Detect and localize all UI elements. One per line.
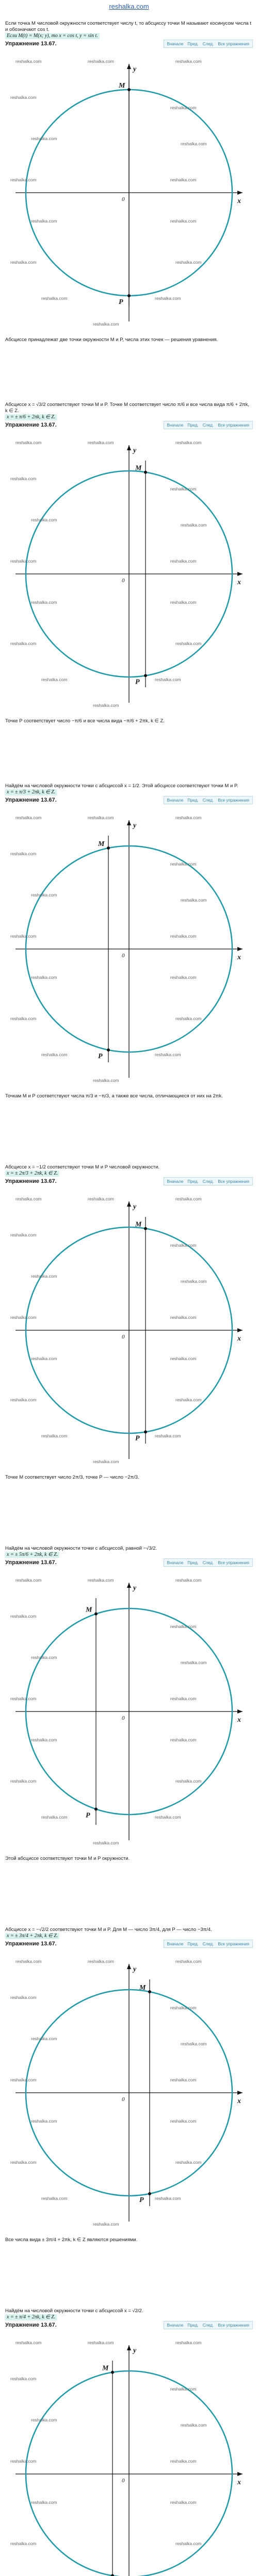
x-axis-label: x (237, 2097, 241, 2105)
nav-next-button[interactable]: След. (202, 2323, 214, 2328)
watermark: reshalka.com (10, 2459, 37, 2464)
watermark: reshalka.com (175, 59, 202, 64)
watermark: reshalka.com (88, 1578, 114, 1583)
point-m (107, 846, 110, 850)
point-p (94, 1807, 98, 1810)
explanation-text: Абсциссе x = √3/2 соответствуют точки M и P. Точке M соответствует число π/6 и все числа вида π/6 + 2πk, k ∈ Z. (5, 402, 249, 414)
exercise-nav (164, 1940, 253, 1948)
watermark: reshalka.com (93, 1840, 119, 1845)
explanation-text: Этой абсциссе соответствуют точки M и P окружности. (5, 1856, 130, 1861)
watermark: reshalka.com (10, 95, 37, 100)
site-title-link[interactable]: reshalka.com (109, 3, 149, 10)
watermark: reshalka.com (93, 703, 119, 708)
y-axis-label: y (133, 2347, 137, 2354)
watermark: reshalka.com (93, 2222, 119, 2227)
watermark: reshalka.com (88, 1959, 114, 1964)
x-arrow-icon (237, 572, 243, 576)
watermark: reshalka.com (41, 1052, 68, 1057)
point-m-label: M (119, 82, 125, 90)
exercise-nav (164, 40, 253, 48)
origin-label: 0 (122, 1715, 125, 1721)
watermark: reshalka.com (41, 2196, 68, 2201)
watermark: reshalka.com (170, 2500, 197, 2505)
watermark: reshalka.com (31, 1737, 57, 1742)
nav-next-button[interactable]: След. (202, 41, 214, 46)
nav-next-button[interactable]: След. (202, 1179, 214, 1184)
watermark: reshalka.com (175, 1778, 202, 1784)
watermark: reshalka.com (175, 1578, 202, 1583)
y-arrow-icon (127, 445, 131, 450)
watermark: reshalka.com (170, 975, 197, 980)
y-arrow-icon (127, 2345, 131, 2350)
nav-all-button[interactable]: Все упражнения (218, 1560, 249, 1565)
watermark: reshalka.com (170, 861, 197, 867)
point-p (144, 1430, 147, 1433)
exercise-nav (164, 796, 253, 804)
watermark: reshalka.com (10, 2160, 37, 2165)
solution-section (0, 1546, 258, 1927)
nav-all-button[interactable]: Все упражнения (218, 1179, 249, 1184)
watermark: reshalka.com (15, 440, 42, 445)
point-m-label: M (98, 840, 105, 849)
watermark: reshalka.com (181, 2041, 207, 2046)
watermark: reshalka.com (170, 558, 197, 564)
watermark: reshalka.com (10, 1315, 37, 1320)
exercise-title: Упражнение 13.67. (5, 797, 57, 803)
watermark: reshalka.com (15, 1578, 42, 1583)
y-axis-label: y (133, 1965, 137, 1973)
watermark: reshalka.com (155, 677, 181, 682)
watermark: reshalka.com (10, 177, 37, 182)
nav-start-button[interactable]: Вначале (167, 422, 184, 428)
watermark: reshalka.com (10, 558, 37, 564)
watermark: reshalka.com (31, 1655, 57, 1660)
watermark: reshalka.com (88, 59, 114, 64)
nav-next-button[interactable]: След. (202, 1560, 214, 1565)
watermark: reshalka.com (41, 296, 68, 301)
solution-section (0, 1927, 258, 2308)
exercise-header (5, 795, 253, 805)
watermark: reshalka.com (155, 2196, 181, 2201)
exercise-nav (164, 1177, 253, 1185)
answer-formula: x = ± π/4 + 2πk, k ∈ Z. (5, 2314, 57, 2320)
watermark: reshalka.com (181, 1660, 207, 1665)
answer-formula: Если M(t) = M(x; y), то x = cos t, y = sin t. (5, 33, 100, 39)
watermark: reshalka.com (175, 1196, 202, 1201)
nav-prev-button[interactable]: Пред. (187, 1179, 199, 1184)
watermark: reshalka.com (181, 522, 207, 528)
watermark: reshalka.com (10, 260, 37, 265)
y-axis-label: y (133, 1203, 137, 1211)
nav-start-button[interactable]: Вначале (167, 41, 184, 46)
explanation-text: Точке M соответствует число 2π/3, точке P — число −2π/3. (5, 1475, 139, 1480)
point-m-label: M (135, 1221, 142, 1229)
watermark: reshalka.com (31, 218, 57, 224)
watermark: reshalka.com (15, 815, 42, 820)
nav-prev-button[interactable]: Пред. (187, 798, 199, 803)
circle-svg (0, 1948, 258, 2237)
watermark: reshalka.com (31, 2119, 57, 2124)
point-p-label: P (135, 678, 140, 686)
exercise-title: Упражнение 13.67. (5, 2322, 57, 2328)
watermark: reshalka.com (175, 2160, 202, 2165)
exercise-nav (164, 2321, 253, 2329)
circle-svg (0, 48, 258, 337)
watermark: reshalka.com (175, 1397, 202, 1402)
nav-prev-button[interactable]: Пред. (187, 2323, 199, 2328)
unit-circle-graph (0, 48, 258, 337)
explanation-text: Найдём на числовой окружности точки с абсциссой x = 1/2. Этой абсциссе соответствуют точки M и P. (5, 783, 238, 789)
origin-label: 0 (122, 578, 125, 584)
watermark: reshalka.com (155, 1433, 181, 1438)
watermark: reshalka.com (88, 815, 114, 820)
origin-label: 0 (122, 2478, 125, 2484)
solution-section (0, 402, 258, 783)
explanation-text: Найдём на числовой окружности точки с абсциссой x = √2/2. (5, 2308, 143, 2314)
watermark: reshalka.com (170, 2119, 197, 2124)
nav-next-button[interactable]: След. (202, 422, 214, 428)
watermark: reshalka.com (31, 2500, 57, 2505)
explanation-text: Точке P соответствует число −π/6 и все числа вида −π/6 + 2πk, k ∈ Z. (5, 718, 165, 724)
watermark: reshalka.com (175, 260, 202, 265)
watermark: reshalka.com (181, 897, 207, 903)
watermark: reshalka.com (88, 440, 114, 445)
watermark: reshalka.com (170, 2077, 197, 2082)
explanation-text: Найдём на числовой окружности точки с абсциссой, равной −√3/2. (5, 1546, 157, 1551)
watermark: reshalka.com (15, 1959, 42, 1964)
x-axis-label: x (237, 1716, 241, 1724)
watermark: reshalka.com (170, 1737, 197, 1742)
watermark: reshalka.com (10, 1614, 37, 1619)
explanation-text: Абсциссе x = −1/2 соответствуют точки M и P числовой окружности. (5, 1164, 160, 1170)
site-header (0, 0, 258, 18)
watermark: reshalka.com (170, 1356, 197, 1361)
y-axis-label: y (133, 822, 137, 829)
watermark: reshalka.com (10, 1995, 37, 2000)
exercise-title: Упражнение 13.67. (5, 1178, 57, 1184)
nav-all-button[interactable]: Все упражнения (218, 41, 249, 46)
watermark: reshalka.com (170, 105, 197, 110)
point-m-label: M (86, 1606, 92, 1614)
watermark: reshalka.com (10, 1778, 37, 1784)
y-arrow-icon (127, 64, 131, 69)
explanation-text: Абсциссе x = −√2/2 соответствуют точки M и P. Для M — число 3π/4, для P — число −3π/4. (5, 1927, 212, 1933)
exercise-title: Упражнение 13.67. (5, 41, 57, 47)
exercise-title: Упражнение 13.67. (5, 422, 57, 428)
watermark: reshalka.com (175, 641, 202, 646)
watermark: reshalka.com (155, 1052, 181, 1057)
watermark: reshalka.com (10, 1016, 37, 1021)
circle-svg (0, 2330, 258, 2576)
nav-all-button[interactable]: Все упражнения (218, 798, 249, 803)
watermark: reshalka.com (170, 218, 197, 224)
explanation-text: Точкам M и P соответствуют числа π/3 и −π/3, а также все числа, отличающиеся от них на 2πk. (5, 1093, 223, 1099)
watermark: reshalka.com (175, 815, 202, 820)
watermark: reshalka.com (31, 975, 57, 980)
watermark: reshalka.com (175, 1016, 202, 1021)
nav-start-button[interactable]: Вначале (167, 2323, 184, 2328)
watermark: reshalka.com (10, 2541, 37, 2546)
watermark: reshalka.com (93, 1078, 119, 1083)
watermark: reshalka.com (170, 600, 197, 605)
watermark: reshalka.com (31, 892, 57, 897)
point-m-label: M (135, 464, 142, 472)
answer-formula: x = ± π/6 + 2πk, k ∈ Z. (5, 414, 57, 420)
unit-circle-graph (0, 1567, 258, 1856)
watermark: reshalka.com (155, 1815, 181, 1820)
nav-prev-button[interactable]: Пред. (187, 1941, 199, 1946)
explanation-text: Все числа вида ± 3π/4 + 2πk, k ∈ Z являются решениями. (5, 2237, 138, 2243)
x-axis-label: x (237, 1335, 241, 1343)
x-arrow-icon (237, 1328, 243, 1332)
y-axis-label: y (133, 447, 137, 454)
watermark: reshalka.com (175, 440, 202, 445)
unit-circle-graph (0, 805, 258, 1093)
watermark: reshalka.com (31, 1274, 57, 1279)
unit-circle-graph (0, 1186, 258, 1475)
watermark: reshalka.com (10, 2077, 37, 2082)
watermark: reshalka.com (31, 136, 57, 141)
watermark: reshalka.com (170, 2005, 197, 2010)
nav-all-button[interactable]: Все упражнения (218, 2323, 249, 2328)
watermark: reshalka.com (41, 1433, 68, 1438)
watermark: reshalka.com (170, 486, 197, 492)
x-arrow-icon (237, 191, 243, 195)
watermark: reshalka.com (31, 1356, 57, 1361)
point-m (148, 1990, 151, 1993)
circle-svg (0, 1186, 258, 1475)
watermark: reshalka.com (31, 517, 57, 522)
exercise-header (5, 1177, 253, 1186)
watermark: reshalka.com (41, 1815, 68, 1820)
origin-label: 0 (122, 196, 125, 202)
y-arrow-icon (127, 1964, 131, 1969)
watermark: reshalka.com (10, 641, 37, 646)
exercise-title: Упражнение 13.67. (5, 1941, 57, 1947)
watermark: reshalka.com (175, 1959, 202, 1964)
nav-start-button[interactable]: Вначале (167, 1560, 184, 1565)
watermark: reshalka.com (10, 1232, 37, 1238)
nav-prev-button[interactable]: Пред. (187, 1560, 199, 1565)
x-arrow-icon (237, 2091, 243, 2095)
watermark: reshalka.com (31, 2036, 57, 2041)
watermark: reshalka.com (170, 1696, 197, 1701)
watermark: reshalka.com (31, 2417, 57, 2422)
answer-formula: x = ± 2π/3 + 2πk, k ∈ Z. (5, 1171, 59, 1177)
y-axis-label: y (133, 65, 137, 73)
watermark: reshalka.com (10, 2376, 37, 2381)
watermark: reshalka.com (10, 476, 37, 481)
origin-label: 0 (122, 1334, 125, 1340)
solution-section (0, 2308, 258, 2576)
watermark: reshalka.com (15, 59, 42, 64)
watermark: reshalka.com (175, 2340, 202, 2345)
point-p-label: P (98, 1052, 103, 1060)
nav-all-button[interactable]: Все упражнения (218, 422, 249, 428)
x-arrow-icon (237, 1709, 243, 1714)
exercise-header (5, 420, 253, 430)
nav-next-button[interactable]: След. (202, 798, 214, 803)
watermark: reshalka.com (10, 1696, 37, 1701)
point-p (107, 1048, 110, 1052)
circle-svg (0, 805, 258, 1093)
point-p-label: P (86, 1811, 90, 1820)
answer-formula: x = ± 5π/6 + 2πk, k ∈ Z. (5, 1552, 59, 1558)
nav-start-button[interactable]: Вначале (167, 798, 184, 803)
watermark: reshalka.com (170, 177, 197, 182)
solution-section (0, 21, 258, 402)
answer-formula: x = ± 3π/4 + 2πk, k ∈ Z. (5, 1933, 59, 1939)
watermark: reshalka.com (170, 2386, 197, 2392)
point-m (144, 471, 147, 474)
nav-next-button[interactable]: След. (202, 1941, 214, 1946)
watermark: reshalka.com (31, 600, 57, 605)
point-p (144, 674, 147, 677)
watermark: reshalka.com (10, 1397, 37, 1402)
watermark: reshalka.com (93, 1459, 119, 1464)
point-p-label: P (139, 2196, 144, 2204)
unit-circle-graph (0, 1948, 258, 2237)
exercise-nav (164, 1558, 253, 1567)
watermark: reshalka.com (41, 677, 68, 682)
explanation-text: Если точка M числовой окружности соответствует числу t, то абсциссу точки M называют косинусом числа t и обозначают cos t. (5, 21, 251, 32)
watermark: reshalka.com (170, 1243, 197, 1248)
unit-circle-graph (0, 430, 258, 718)
exercise-title: Упражнение 13.67. (5, 1560, 57, 1566)
point-p (127, 294, 131, 297)
point-m (144, 1227, 147, 1230)
watermark: reshalka.com (181, 2422, 207, 2428)
x-arrow-icon (237, 947, 243, 951)
y-axis-label: y (133, 1584, 137, 1592)
nav-prev-button[interactable]: Пред. (187, 41, 199, 46)
x-axis-label: x (237, 197, 241, 205)
watermark: reshalka.com (10, 851, 37, 856)
y-arrow-icon (127, 820, 131, 825)
watermark: reshalka.com (181, 141, 207, 146)
point-m (127, 88, 131, 91)
watermark: reshalka.com (15, 2340, 42, 2345)
watermark: reshalka.com (170, 1315, 197, 1320)
x-axis-label: x (237, 954, 241, 961)
watermark: reshalka.com (88, 1196, 114, 1201)
exercise-nav (164, 421, 253, 429)
explanation-text: Абсциссе принадлежат две точки окружности M и P, числа этих точек — решения уравнения. (5, 337, 218, 343)
watermark: reshalka.com (15, 1196, 42, 1201)
point-p-label: P (135, 1434, 140, 1443)
solution-section (0, 783, 258, 1164)
point-m (111, 2371, 114, 2374)
nav-all-button[interactable]: Все упражнения (218, 1941, 249, 1946)
watermark: reshalka.com (155, 296, 181, 301)
x-axis-label: x (237, 2479, 241, 2486)
exercise-header (5, 2320, 253, 2330)
origin-label: 0 (122, 2096, 125, 2103)
watermark: reshalka.com (170, 2459, 197, 2464)
solution-section (0, 1164, 258, 1546)
nav-prev-button[interactable]: Пред. (187, 422, 199, 428)
exercise-header (5, 39, 253, 48)
point-p-label: P (119, 298, 123, 306)
x-axis-label: x (237, 579, 241, 586)
y-arrow-icon (127, 1583, 131, 1588)
watermark: reshalka.com (93, 321, 119, 327)
watermark: reshalka.com (181, 1279, 207, 1284)
exercise-header (5, 1939, 253, 1948)
circle-svg (0, 1567, 258, 1856)
watermark: reshalka.com (170, 1624, 197, 1629)
answer-formula: x = ± π/3 + 2πk, k ∈ Z. (5, 789, 57, 795)
exercise-header (5, 1558, 253, 1567)
y-arrow-icon (127, 1201, 131, 1207)
point-m-label: M (102, 2364, 109, 2372)
watermark: reshalka.com (170, 934, 197, 939)
watermark: reshalka.com (88, 2340, 114, 2345)
point-p (148, 2192, 151, 2195)
circle-svg (0, 430, 258, 718)
watermark: reshalka.com (10, 934, 37, 939)
nav-start-button[interactable]: Вначале (167, 1179, 184, 1184)
point-m (94, 1613, 98, 1616)
x-arrow-icon (237, 2472, 243, 2476)
nav-start-button[interactable]: Вначале (167, 1941, 184, 1946)
point-p (111, 2574, 114, 2576)
watermark: reshalka.com (175, 2541, 202, 2546)
unit-circle-graph (0, 2330, 258, 2576)
point-m-label: M (139, 1984, 146, 1992)
origin-label: 0 (122, 953, 125, 959)
